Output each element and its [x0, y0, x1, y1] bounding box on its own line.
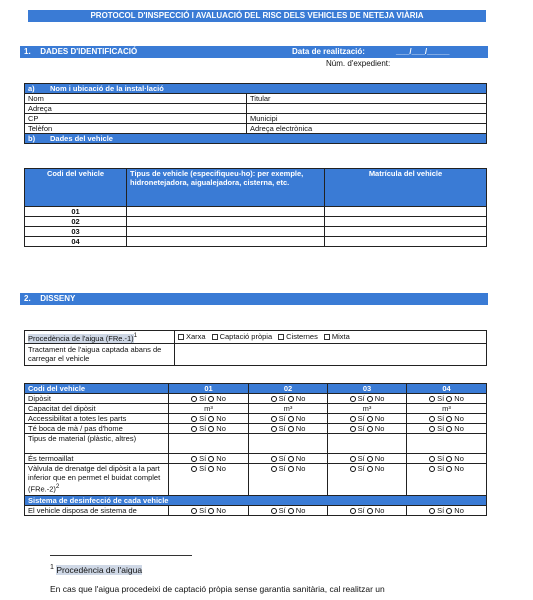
no-label: No: [295, 414, 306, 423]
radio-no-icon[interactable]: [367, 508, 373, 514]
no-label: No: [295, 506, 306, 515]
yes-label: Sí: [278, 506, 286, 515]
radio-yes-icon[interactable]: [429, 508, 435, 514]
yes-label: Sí: [357, 506, 365, 515]
no-label: No: [295, 394, 306, 403]
yes-no-cell: [169, 414, 249, 424]
origin-option-label: Cisternes: [286, 332, 318, 342]
radio-yes-icon[interactable]: [429, 416, 435, 422]
yes-label: Sí: [437, 454, 445, 463]
subsection-b-title: Dades del vehicle: [50, 134, 113, 143]
ident-right-field[interactable]: Municipi: [247, 114, 487, 124]
yes-no-cell: [407, 394, 487, 404]
origin-option-label: Xarxa: [186, 332, 206, 342]
radio-yes-icon[interactable]: [271, 426, 277, 432]
design-row: [25, 404, 487, 414]
radio-yes-icon[interactable]: [191, 466, 197, 472]
checkbox-icon[interactable]: [324, 334, 330, 340]
vehicle-row: [25, 207, 487, 217]
yes-no-cell: [407, 454, 487, 464]
date-field[interactable]: ___/___/_____: [396, 47, 450, 56]
no-label: No: [454, 464, 464, 473]
yes-no-cell: [169, 454, 249, 464]
radio-yes-icon[interactable]: [271, 466, 277, 472]
design-row: [25, 394, 487, 404]
design-vehicle-code: 04: [407, 384, 487, 394]
origin-option[interactable]: [278, 332, 318, 341]
yes-no-cell: [407, 464, 487, 496]
water-origin-label-cell: [25, 331, 175, 344]
radio-yes-icon[interactable]: [350, 456, 356, 462]
design-row-label-text: Capacitat del dipòsit: [28, 404, 96, 413]
radio-no-icon[interactable]: [288, 396, 294, 402]
no-label: No: [374, 454, 385, 463]
radio-no-icon[interactable]: [288, 416, 294, 422]
vehicle-plate-field[interactable]: [325, 207, 487, 217]
yes-no-cell: [328, 464, 407, 496]
water-origin-options: [175, 331, 487, 344]
expedient-label: Núm. d'expedient:: [326, 59, 391, 68]
material-field[interactable]: [249, 434, 328, 454]
yes-label: Sí: [278, 414, 286, 423]
design-row-label-text: El vehicle disposa de sistema de: [28, 506, 137, 515]
yes-no-cell: [169, 394, 249, 404]
disinfection-header-row: [25, 496, 487, 506]
design-vehicle-code: 02: [249, 384, 328, 394]
origin-option-label: Mixta: [331, 332, 350, 342]
no-label: No: [374, 424, 385, 433]
design-row-label: [25, 506, 169, 516]
yes-no-cell: [328, 506, 407, 516]
vehicle-plate-field[interactable]: [325, 217, 487, 227]
yes-label: Sí: [357, 414, 365, 423]
design-row: [25, 454, 487, 464]
yes-no-cell: [328, 394, 407, 404]
design-row-label: [25, 414, 169, 424]
design-row: [25, 414, 487, 424]
water-treatment-label: Tractament de l'aigua captada abans de carregar el vehicle: [25, 343, 175, 365]
no-label: No: [454, 414, 464, 423]
yes-no-cell: [169, 424, 249, 434]
material-field[interactable]: [328, 434, 407, 454]
radio-no-icon[interactable]: [288, 508, 294, 514]
radio-no-icon[interactable]: [208, 396, 214, 402]
design-row-label: [25, 464, 169, 496]
section-2-title: DISSENY: [40, 294, 76, 303]
radio-yes-icon[interactable]: [429, 466, 435, 472]
yes-label: Sí: [278, 464, 286, 473]
radio-no-icon[interactable]: [367, 466, 373, 472]
design-row-label-text: Accessibilitat a totes les parts: [28, 414, 127, 423]
design-row-label: [25, 394, 169, 404]
design-row-label: [25, 454, 169, 464]
yes-label: Sí: [199, 464, 207, 473]
footnote-1-title: Procedència de l'aigua: [56, 564, 143, 575]
yes-no-cell: [169, 506, 249, 516]
radio-yes-icon[interactable]: [191, 508, 197, 514]
footnote-1-number: 1: [50, 563, 54, 571]
no-label: No: [295, 424, 306, 433]
disinfection-header: Sistema de desinfecció de cada vehicle: [25, 496, 487, 506]
design-row-label-text: Dipòsit: [28, 394, 51, 403]
no-label: No: [216, 424, 226, 433]
yes-label: Sí: [357, 424, 365, 433]
radio-no-icon[interactable]: [446, 416, 452, 422]
design-row-label: [25, 424, 169, 434]
footnote-ref-2: 2: [55, 483, 60, 490]
capacity-field[interactable]: m³: [407, 404, 487, 414]
origin-option-label: Captació pròpia: [219, 332, 273, 342]
yes-label: Sí: [357, 464, 365, 473]
radio-no-icon[interactable]: [367, 396, 373, 402]
radio-no-icon[interactable]: [208, 456, 214, 462]
vehicle-type-field[interactable]: [127, 217, 325, 227]
vehicle-row: [25, 217, 487, 227]
ident-row: [25, 104, 487, 114]
yes-no-cell: [249, 506, 328, 516]
yes-no-cell: [407, 506, 487, 516]
radio-no-icon[interactable]: [208, 508, 214, 514]
ident-left-field[interactable]: CP: [25, 114, 247, 124]
radio-yes-icon[interactable]: [429, 396, 435, 402]
checkbox-icon[interactable]: [178, 334, 184, 340]
ident-left-field[interactable]: Telèfon: [25, 124, 247, 134]
origin-option[interactable]: [324, 332, 350, 341]
yes-no-cell: [328, 414, 407, 424]
no-label: No: [454, 424, 464, 433]
origin-option[interactable]: [212, 332, 273, 341]
checkbox-icon[interactable]: [212, 334, 218, 340]
vehicle-plate-field[interactable]: [325, 227, 487, 237]
no-label: No: [454, 506, 464, 515]
yes-no-cell: [249, 424, 328, 434]
vehicle-code: 04: [25, 237, 127, 247]
radio-no-icon[interactable]: [446, 426, 452, 432]
subsection-b-header: [25, 134, 487, 144]
vehicle-type-header: Tipus de vehicle (especifiqueu-ho): per exemple, hidronetejadora, aigualejadora, cisterna, etc.: [127, 169, 325, 207]
radio-yes-icon[interactable]: [350, 416, 356, 422]
design-row-label-text: Té boca de mà / pas d'home: [28, 424, 123, 433]
no-label: No: [295, 454, 306, 463]
vehicle-type-field[interactable]: [127, 207, 325, 217]
radio-yes-icon[interactable]: [429, 426, 435, 432]
yes-no-cell: [407, 414, 487, 424]
radio-yes-icon[interactable]: [191, 396, 197, 402]
radio-yes-icon[interactable]: [191, 416, 197, 422]
design-table: [24, 383, 487, 516]
no-label: No: [216, 454, 226, 463]
design-row: [25, 434, 487, 454]
no-label: No: [216, 414, 226, 423]
capacity-field[interactable]: m³: [249, 404, 328, 414]
yes-no-cell: [249, 394, 328, 404]
yes-no-cell: [328, 454, 407, 464]
date-label: Data de realització:: [292, 47, 365, 56]
water-origin-table: [24, 330, 487, 366]
design-row-label-text: Vàlvula de drenatge del dipòsit a la part inferior que en permet el buidat complet (FRe.-2): [28, 464, 161, 494]
radio-no-icon[interactable]: [446, 456, 452, 462]
origin-option[interactable]: [178, 332, 206, 341]
design-row-label: [25, 404, 169, 414]
radio-yes-icon[interactable]: [350, 508, 356, 514]
radio-no-icon[interactable]: [367, 456, 373, 462]
radio-no-icon[interactable]: [288, 426, 294, 432]
water-treatment-field[interactable]: [175, 343, 487, 365]
yes-label: Sí: [199, 414, 207, 423]
footnote-1: [50, 562, 142, 576]
water-origin-label: Procedència de l'aigua (FRe.-1): [28, 333, 134, 343]
footnote-1-text: En cas que l'aigua procedeixi de captació pròpia sense garantia sanitària, cal realitzar un: [50, 584, 385, 594]
vehicle-row: [25, 227, 487, 237]
section-1-header: [20, 46, 488, 58]
subsection-b-letter: b): [28, 134, 36, 143]
design-row: [25, 506, 487, 516]
yes-label: Sí: [278, 454, 286, 463]
subsection-a-header: [25, 84, 487, 94]
capacity-field[interactable]: m³: [328, 404, 407, 414]
no-label: No: [295, 464, 306, 473]
yes-label: Sí: [437, 414, 445, 423]
identification-table: [24, 83, 487, 144]
design-row-label: [25, 434, 169, 454]
yes-label: Sí: [437, 394, 445, 403]
checkbox-icon[interactable]: [278, 334, 284, 340]
yes-label: Sí: [278, 394, 286, 403]
yes-label: Sí: [357, 454, 365, 463]
ident-left-field[interactable]: Nom: [25, 94, 247, 104]
ident-left-field[interactable]: Adreça: [25, 104, 247, 114]
radio-no-icon[interactable]: [208, 416, 214, 422]
radio-yes-icon[interactable]: [271, 508, 277, 514]
radio-no-icon[interactable]: [446, 508, 452, 514]
radio-yes-icon[interactable]: [271, 416, 277, 422]
no-label: No: [454, 454, 464, 463]
no-label: No: [216, 506, 226, 515]
footnote-ref-1: 1: [133, 332, 138, 339]
no-label: No: [454, 394, 464, 403]
section-2-number: 2.: [24, 294, 31, 303]
vehicle-table: [24, 168, 487, 247]
radio-no-icon[interactable]: [288, 466, 294, 472]
yes-no-cell: [328, 424, 407, 434]
section-1-title: DADES D'IDENTIFICACIÓ: [40, 47, 138, 56]
material-field[interactable]: [169, 434, 249, 454]
yes-label: Sí: [199, 506, 207, 515]
vehicle-row: [25, 237, 487, 247]
radio-yes-icon[interactable]: [350, 426, 356, 432]
yes-no-cell: [407, 424, 487, 434]
ident-right-field[interactable]: Titular: [247, 94, 487, 104]
radio-yes-icon[interactable]: [191, 456, 197, 462]
radio-no-icon[interactable]: [367, 416, 373, 422]
yes-no-cell: [169, 464, 249, 496]
vehicle-code: 03: [25, 227, 127, 237]
yes-label: Sí: [199, 394, 207, 403]
vehicle-plate-field[interactable]: [325, 237, 487, 247]
vehicle-type-field[interactable]: [127, 237, 325, 247]
no-label: No: [216, 464, 226, 473]
design-vehicle-code: 03: [328, 384, 407, 394]
material-field[interactable]: [407, 434, 487, 454]
yes-no-cell: [249, 414, 328, 424]
yes-label: Sí: [357, 394, 365, 403]
radio-no-icon[interactable]: [367, 426, 373, 432]
design-row: [25, 424, 487, 434]
vehicle-code: 01: [25, 207, 127, 217]
no-label: No: [374, 414, 385, 423]
radio-no-icon[interactable]: [446, 396, 452, 402]
radio-yes-icon[interactable]: [350, 466, 356, 472]
document-title: PROTOCOL D'INSPECCIÓ I AVALUACIÓ DEL RISC DELS VEHICLES DE NETEJA VIÀRIA: [28, 10, 486, 22]
ident-row: [25, 94, 487, 104]
design-row-label-text: És termoaillat: [28, 454, 74, 463]
no-label: No: [374, 464, 385, 473]
radio-no-icon[interactable]: [208, 466, 214, 472]
radio-no-icon[interactable]: [208, 426, 214, 432]
yes-no-cell: [249, 454, 328, 464]
design-row: [25, 464, 487, 496]
radio-no-icon[interactable]: [288, 456, 294, 462]
ident-row: [25, 124, 487, 134]
subsection-a-letter: a): [28, 84, 35, 93]
radio-no-icon[interactable]: [446, 466, 452, 472]
design-vehicle-code: 01: [169, 384, 249, 394]
yes-label: Sí: [199, 454, 207, 463]
ident-right-field[interactable]: Adreça electrònica: [247, 124, 487, 134]
vehicle-code-header: Codi del vehicle: [25, 169, 127, 207]
footnote-separator: [50, 555, 192, 556]
radio-yes-icon[interactable]: [429, 456, 435, 462]
no-label: No: [374, 506, 385, 515]
yes-label: Sí: [437, 424, 445, 433]
ident-right-field[interactable]: [247, 104, 487, 114]
section-2-header: [20, 293, 488, 305]
radio-yes-icon[interactable]: [271, 396, 277, 402]
capacity-field[interactable]: m³: [169, 404, 249, 414]
no-label: No: [216, 394, 226, 403]
vehicle-plate-header: Matrícula del vehicle: [325, 169, 487, 207]
radio-yes-icon[interactable]: [191, 426, 197, 432]
yes-label: Sí: [437, 464, 445, 473]
subsection-a-title: Nom i ubicació de la instal·lació: [50, 84, 164, 93]
radio-yes-icon[interactable]: [350, 396, 356, 402]
design-code-header: Codi del vehicle: [25, 384, 169, 394]
radio-yes-icon[interactable]: [271, 456, 277, 462]
vehicle-code: 02: [25, 217, 127, 227]
section-1-number: 1.: [24, 47, 31, 56]
yes-label: Sí: [437, 506, 445, 515]
design-row-label-text: Tipus de material (plàstic, altres): [28, 434, 137, 443]
ident-row: [25, 114, 487, 124]
vehicle-type-field[interactable]: [127, 227, 325, 237]
yes-no-cell: [249, 464, 328, 496]
yes-label: Sí: [278, 424, 286, 433]
no-label: No: [374, 394, 385, 403]
yes-label: Sí: [199, 424, 207, 433]
